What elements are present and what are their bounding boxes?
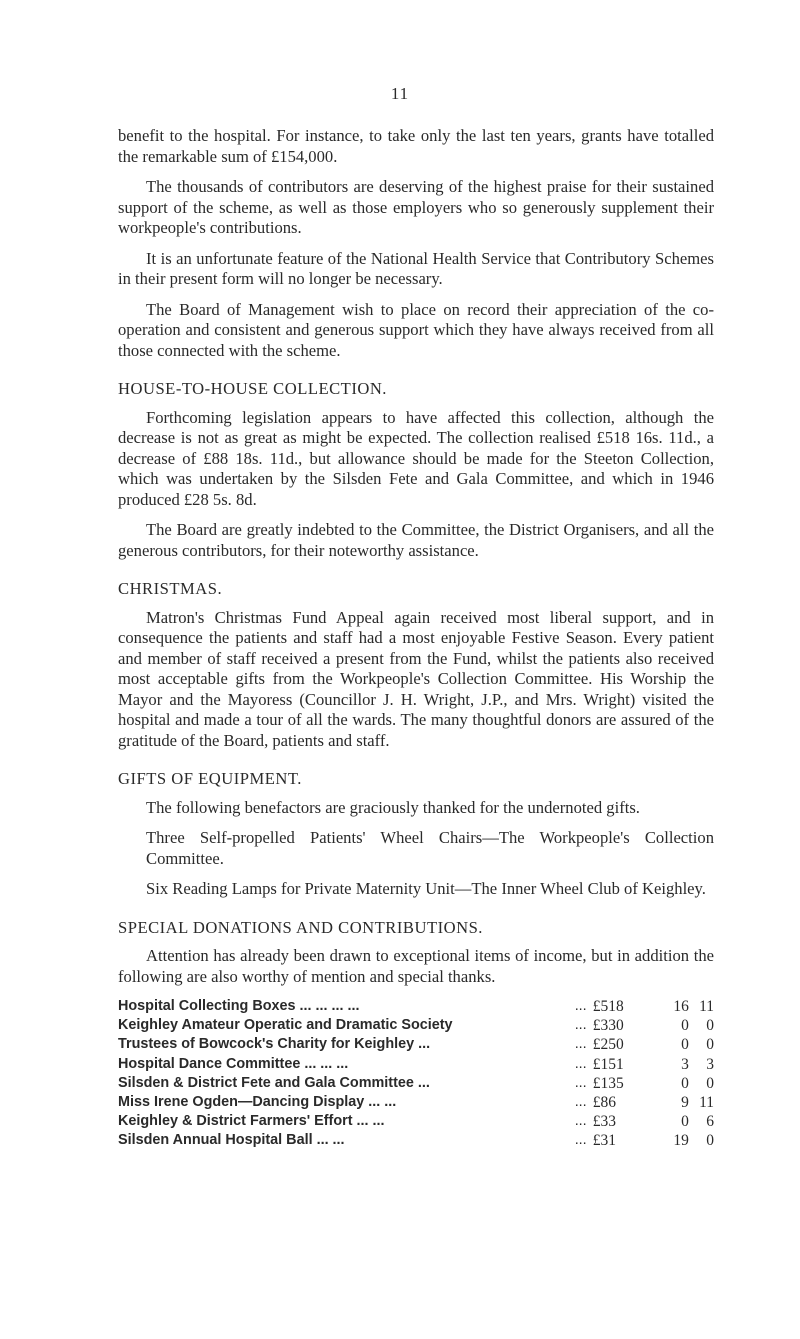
amount-shillings: 19: [673, 1132, 689, 1150]
leader-dots: ...: [574, 1113, 587, 1130]
page-number: 11: [390, 84, 410, 103]
leader-dots: ...: [574, 1017, 587, 1034]
amount-pence: 11: [699, 1094, 714, 1112]
section-heading-special-donations: SPECIAL DONATIONS AND CONTRIBUTIONS.: [118, 917, 483, 937]
amount-shillings: 0: [681, 1017, 689, 1035]
intro-paragraph: benefit to the hospital. For instance, to take only the last ten years, grants have totalled the remarkable sum of £154,000.: [118, 126, 714, 166]
amount-pence: 6: [706, 1113, 714, 1131]
amount-pounds: £518: [592, 998, 624, 1015]
amount-pounds: £135: [592, 1074, 624, 1092]
document-body: [118, 126, 714, 1151]
contributor-name: Hospital Collecting Boxes ... ... ... ...: [118, 998, 360, 1014]
amount-shillings: 16: [673, 998, 689, 1015]
amount-pounds: £86: [592, 1094, 616, 1112]
amount-shillings: 3: [681, 1055, 689, 1073]
amount-pounds: £33: [592, 1113, 616, 1131]
amount-pounds: £151: [592, 1055, 624, 1073]
amount-pence: 0: [706, 1074, 714, 1092]
table-row: [118, 1131, 714, 1150]
amount-shillings: 9: [681, 1094, 689, 1112]
contributor-name: Keighley Amateur Operatic and Dramatic Society: [118, 1017, 453, 1034]
leader-dots: ...: [574, 1074, 587, 1091]
leader-dots: ...: [574, 998, 587, 1014]
amount-pence: 0: [706, 1017, 714, 1035]
table-row: [118, 1074, 714, 1093]
amount-pounds: £31: [592, 1132, 616, 1150]
section-heading-gifts: GIFTS OF EQUIPMENT.: [118, 769, 302, 788]
intro-paragraph: The Board of Management wish to place on record their appreciation of the co-operation and consistent and generous support which they have always received from all those connected with the scheme.: [118, 299, 714, 360]
amount-shillings: 0: [681, 1074, 689, 1092]
section-heading-house-collection: HOUSE-TO-HOUSE COLLECTION.: [118, 379, 387, 398]
leader-dots: ...: [574, 1055, 587, 1072]
amount-shillings: 0: [681, 1036, 689, 1054]
leader-dots: ...: [574, 1036, 587, 1053]
amount-pence: 3: [706, 1055, 714, 1073]
contributor-name: Keighley & District Farmers' Effort ... ...: [118, 1113, 385, 1130]
house-collection-paragraph: Forthcoming legislation appears to have affected this collection, although the decrease is not as great as might be expected. The collection realised £518 16s. 11d., a decrease of £88 18s. 11d., but allowance should be made for the Steeton Collection, which was undertaken by the Silsden Fete and Gala Committee, and which in 1946 produced £28 5s. 8d.: [118, 407, 714, 509]
contributor-name: Miss Irene Ogden—Dancing Display ... ...: [118, 1094, 397, 1111]
leader-dots: ...: [574, 1094, 587, 1111]
table-row: [118, 1055, 714, 1074]
amount-pence: 0: [706, 1132, 714, 1150]
table-row: [118, 1016, 714, 1035]
special-intro: Attention has already been drawn to exceptional items of income, but in addition the following are also worthy of mention and special thanks.: [118, 946, 714, 986]
gifts-intro: The following benefactors are graciously thanked for the undernoted gifts.: [146, 797, 640, 817]
amount-pence: 0: [706, 1036, 714, 1054]
gift-item: Three Self-propelled Patients' Wheel Chairs—The Workpeople's Collection Committee.: [146, 828, 714, 868]
amount-shillings: 0: [681, 1113, 689, 1131]
table-row: [118, 1093, 714, 1112]
gift-item: Six Reading Lamps for Private Maternity Unit—The Inner Wheel Club of Keighley.: [146, 879, 706, 898]
christmas-paragraph: Matron's Christmas Fund Appeal again received most liberal support, and in consequence the patients and staff had a most enjoyable Festive Season. Every patient and member of staff received a present from the Fund, whilst the patients also received most acceptable gifts from the Workpeople's Collection Committee. His Worship the Mayor and the Mayoress (Councillor J. H. Wright, J.P., and Mrs. Wright) visited the hospital and made a tour of all the wards. The many thoughtful donors are assured of the gratitude of the Board, patients and staff.: [118, 607, 714, 750]
section-heading-christmas: CHRISTMAS.: [118, 579, 223, 598]
table-row: [118, 997, 714, 1016]
amount-pounds: £250: [592, 1036, 624, 1054]
contributions-table: [118, 997, 714, 1151]
contributor-name: Silsden Annual Hospital Ball ... ...: [118, 1132, 345, 1149]
leader-dots: ...: [574, 1132, 587, 1149]
table-row: [118, 1112, 714, 1131]
table-row: [118, 1035, 714, 1054]
contributor-name: Silsden & District Fete and Gala Committee ...: [118, 1074, 430, 1091]
house-collection-paragraph: The Board are greatly indebted to the Committee, the District Organisers, and all the generous contributors, for their noteworthy assistance.: [118, 520, 714, 560]
contributor-name: Hospital Dance Committee ... ... ...: [118, 1055, 349, 1072]
amount-pence: 11: [699, 998, 714, 1015]
amount-pounds: £330: [592, 1017, 624, 1035]
intro-paragraph: It is an unfortunate feature of the National Health Service that Contributory Schemes in their present form will no longer be necessary.: [118, 248, 714, 288]
contributor-name: Trustees of Bowcock's Charity for Keighley ...: [118, 1036, 431, 1053]
intro-paragraph: The thousands of contributors are deserving of the highest praise for their sustained support of the scheme, as well as those employers who so generously supplement their workpeople's contributions.: [118, 177, 714, 237]
